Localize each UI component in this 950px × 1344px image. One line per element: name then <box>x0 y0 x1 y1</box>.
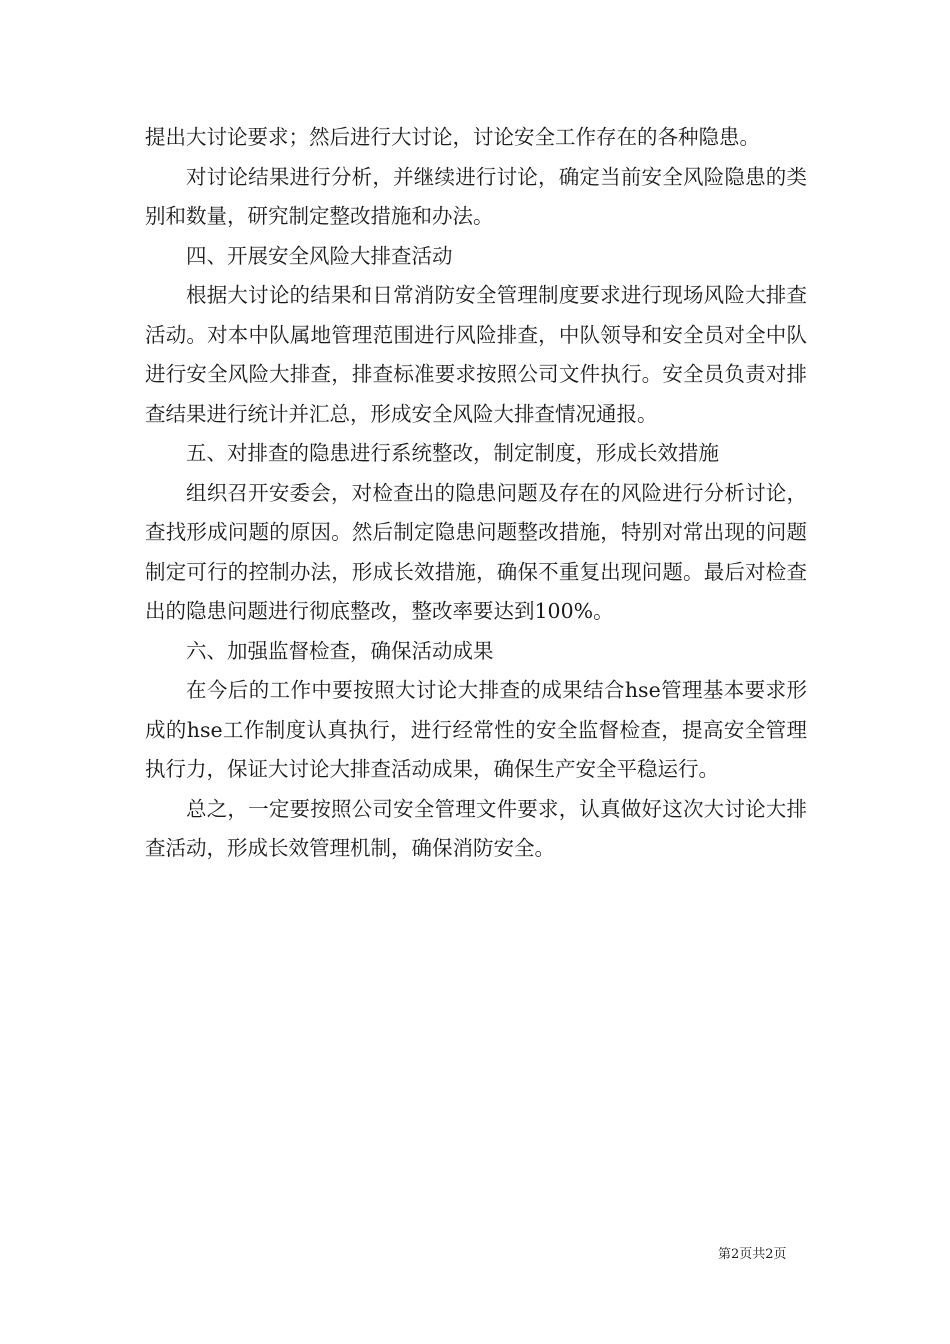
section-heading-4: 四、开展安全风险大排查活动 <box>186 243 453 268</box>
paragraph-analysis: 对讨论结果进行分析，并继续进行讨论，确定当前安全风险隐患的类别和数量，研究制定整改措施和办法。 <box>145 164 807 228</box>
paragraph-inspection: 根据大讨论的结果和日常消防安全管理制度要求进行现场风险大排查活动。对本中队属地管理范围进行风险排查，中队领导和安全员对全中队进行安全风险大排查，排查标准要求按照公司文件执行。安全员负责对排查结果进行统计并汇总，形成安全风险大排查情况通报。 <box>145 283 807 426</box>
document-body <box>145 118 807 869</box>
page-number-footer: 第2页共2页 <box>718 1247 787 1262</box>
section-heading-6: 六、加强监督检查，确保活动成果 <box>186 638 494 663</box>
paragraph-continuation: 提出大讨论要求；然后进行大讨论，讨论安全工作存在的各种隐患。 <box>145 125 760 149</box>
paragraph-rectification: 组织召开安委会，对检查出的隐患问题及存在的风险进行分析讨论，查找形成问题的原因。然后制定隐患问题整改措施，特别对常出现的问题制定可行的控制办法，形成长效措施，确保不重复出现问题。最后对检查出的隐患问题进行彻底整改，整改率要达到100%。 <box>145 480 807 623</box>
paragraph-summary: 总之，一定要按照公司安全管理文件要求，认真做好这次大讨论大排查活动，形成长效管理机制，确保消防安全。 <box>145 796 807 860</box>
section-heading-5: 五、对排查的隐患进行系统整改，制定制度，形成长效措施 <box>186 441 719 465</box>
paragraph-supervision: 在今后的工作中要按照大讨论大排查的成果结合hse管理基本要求形成的hse工作制度认真执行，进行经常性的安全监督检查，提高安全管理执行力，保证大讨论大排查活动成果，确保生产安全平稳运行。 <box>145 678 807 781</box>
